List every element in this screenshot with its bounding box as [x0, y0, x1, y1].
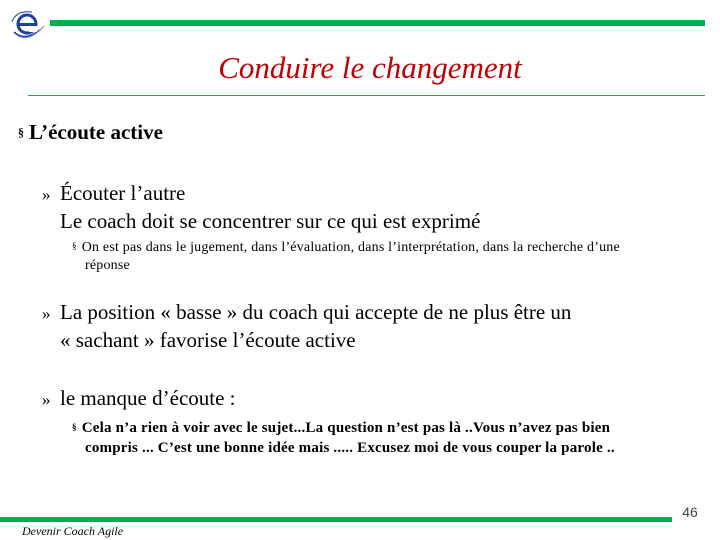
item-marker: » — [42, 390, 51, 409]
item-text: Le coach doit se concentrer sur ce qui est exprimé — [60, 209, 481, 233]
slide-title: Conduire le changement — [218, 50, 522, 85]
bullet-item — [42, 180, 480, 234]
item-text: « sachant » favorise l’écoute active — [60, 328, 356, 352]
bullet-item — [42, 299, 571, 353]
sub-bullet-text: compris ... C’est une bonne idée mais ..... Excusez moi de vous couper la parole .. — [85, 440, 615, 456]
section-heading — [18, 120, 163, 145]
page-number: 46 — [682, 504, 698, 520]
item-text: Écouter l’autre — [60, 181, 186, 205]
sub-bullet-text: Cela n’a rien à voir avec le sujet...La question n’est pas là ..Vous n’avez pas bien — [81, 420, 611, 436]
sub-bullet — [72, 237, 694, 275]
item-text: le manque d’écoute : — [60, 386, 236, 410]
top-rule — [50, 20, 705, 26]
item-marker: » — [42, 185, 51, 204]
item-marker: » — [42, 304, 51, 323]
sub-bullet — [72, 417, 694, 458]
title-underline — [28, 95, 705, 96]
sub-bullet-marker: § — [72, 422, 77, 432]
sub-bullet-marker: § — [72, 241, 77, 251]
footer-text: Devenir Coach Agile — [22, 524, 124, 538]
bullet-item — [42, 385, 236, 413]
heading-text: L’écoute active — [29, 120, 163, 144]
sub-bullet-text: réponse — [85, 258, 130, 273]
e-swirl-logo-icon — [10, 8, 50, 42]
bottom-rule — [0, 517, 672, 522]
item-text: La position « basse » du coach qui accepte de ne plus être un — [60, 300, 572, 324]
heading-bullet: § — [18, 125, 24, 139]
sub-bullet-text: On est pas dans le jugement, dans l’évaluation, dans l’interprétation, dans la recherche d’une — [81, 240, 620, 255]
